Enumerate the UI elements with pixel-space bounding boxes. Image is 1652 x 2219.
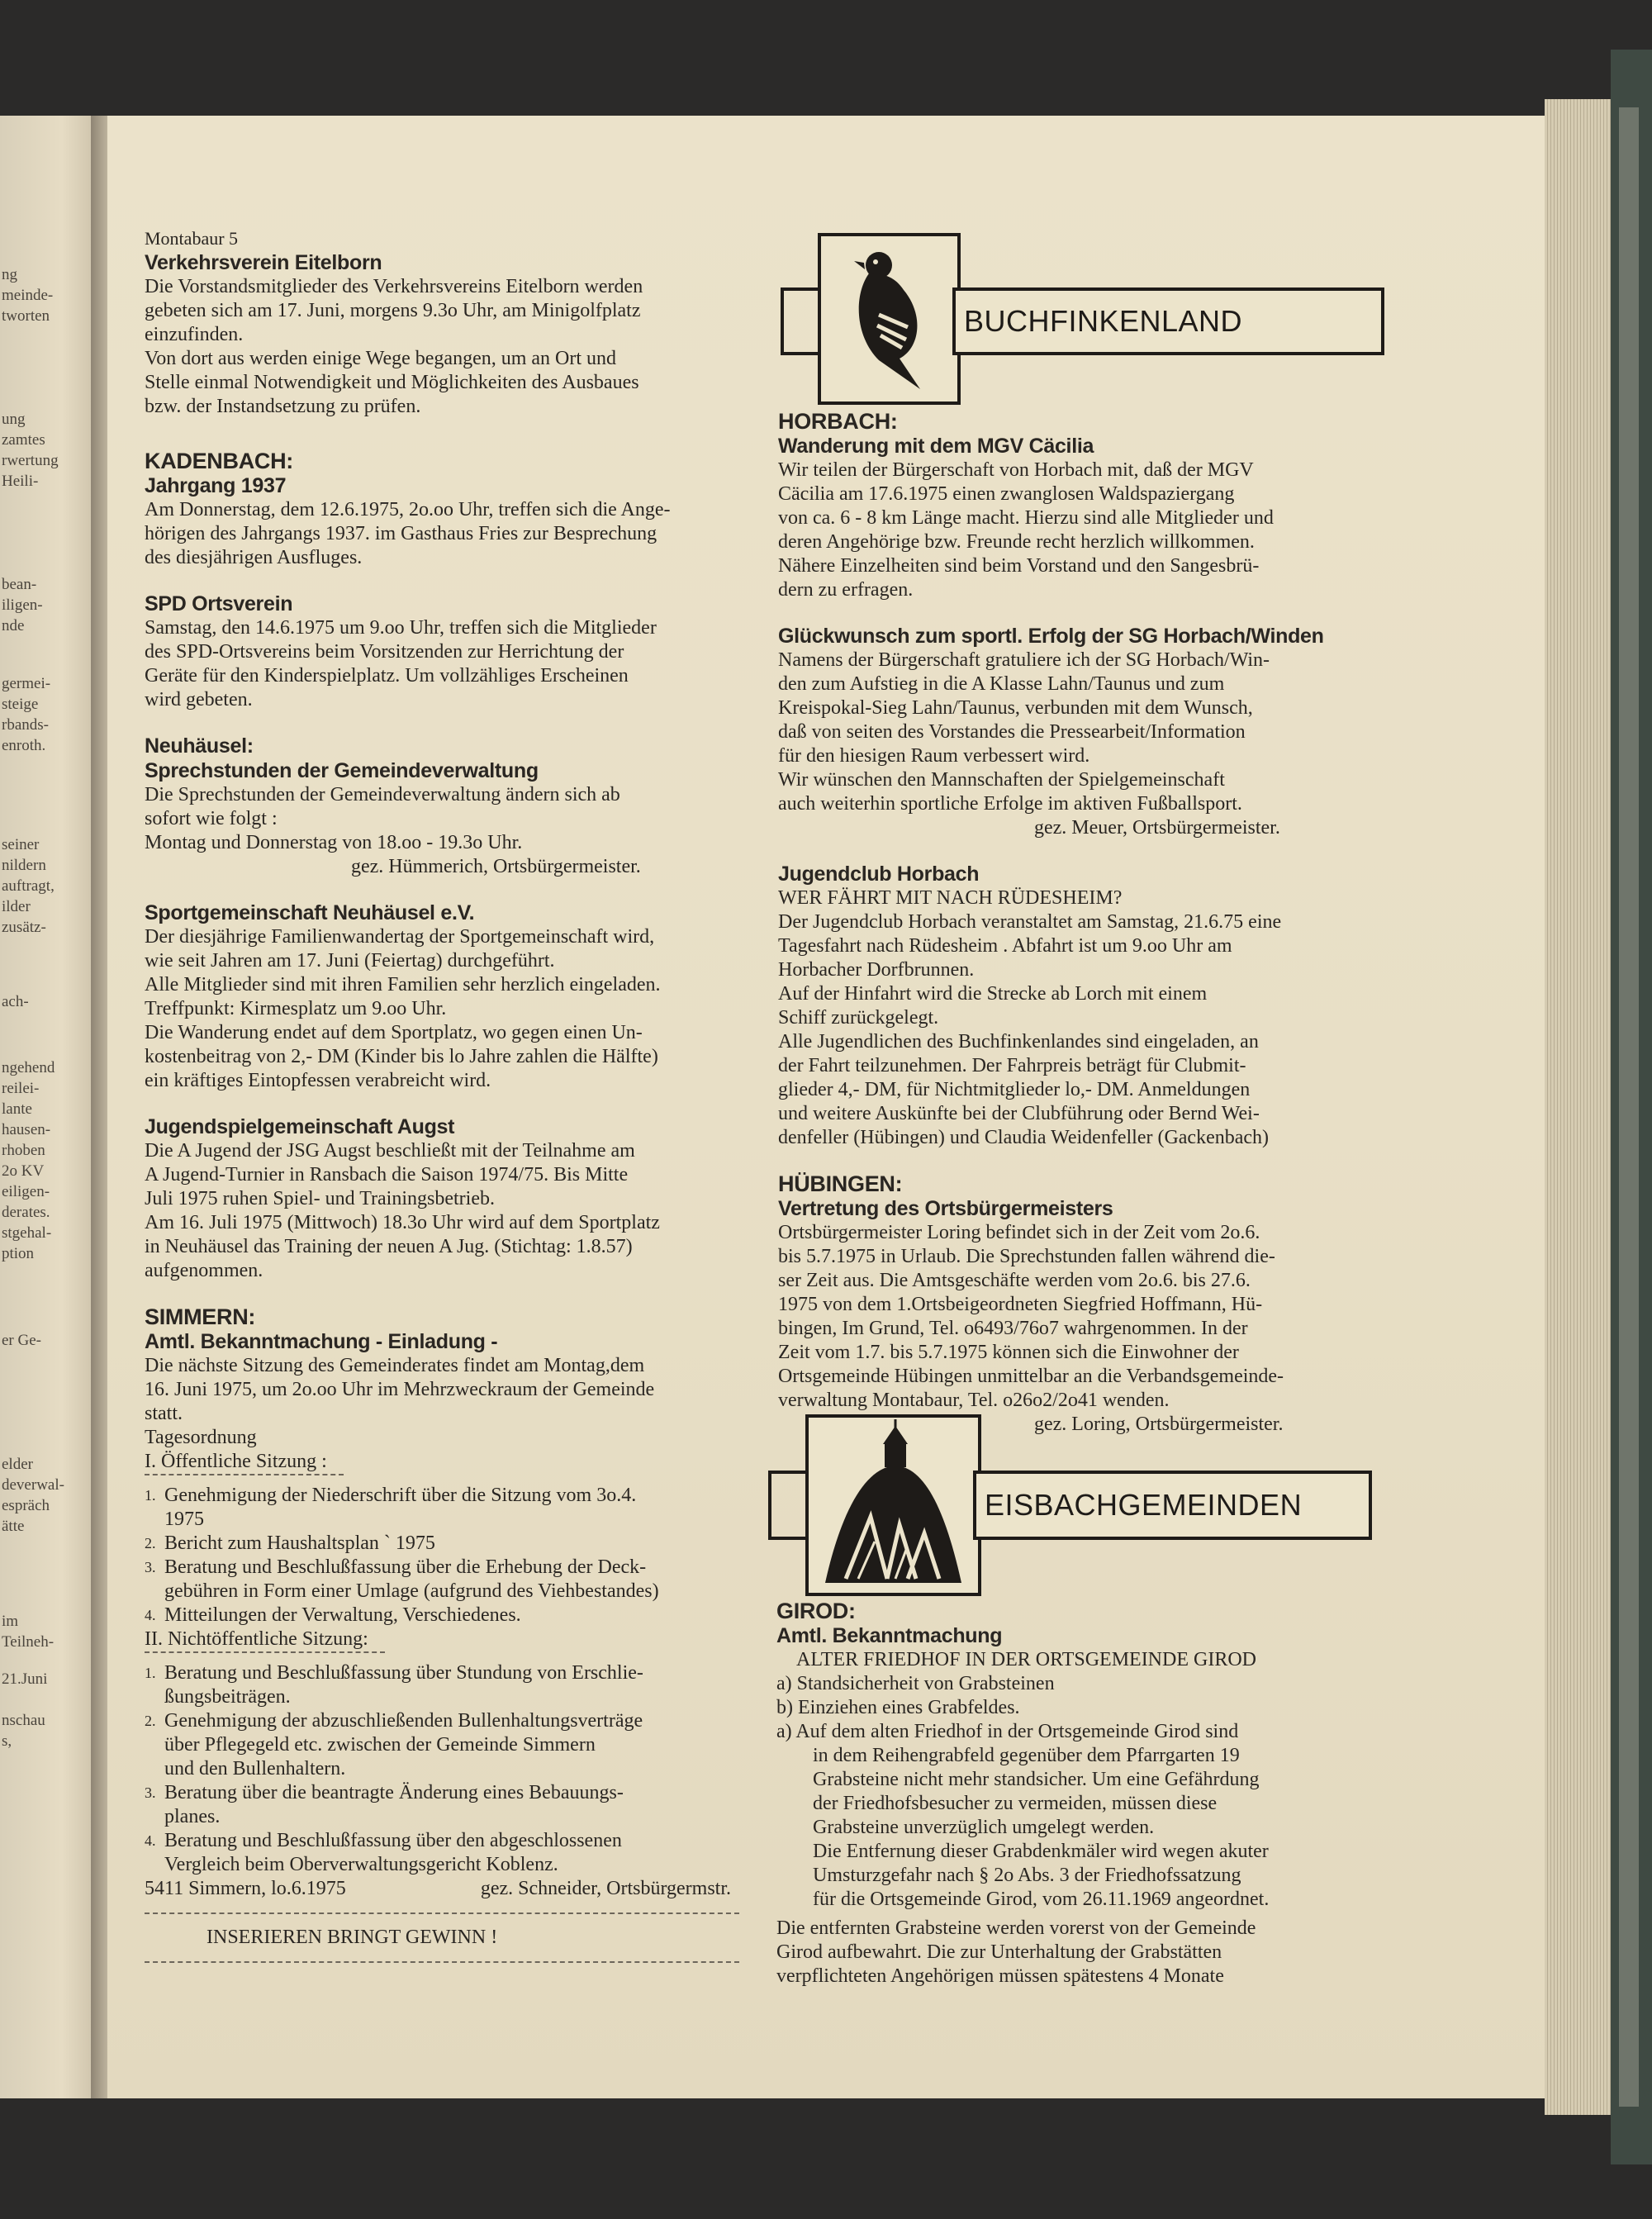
neuhaeusel-signature: gez. Hümmerich, Ortsbürgermeister.	[351, 856, 641, 877]
facing-page-fragment: 2o KV	[2, 1162, 45, 1180]
agenda-text	[164, 1829, 739, 1877]
public-agenda	[145, 1484, 739, 1627]
text-line: bingen, Im Grund, Tel. o6493/76o7 wahrgenommen. In der	[778, 1318, 1248, 1339]
facing-page-fragment: Teilneh-	[2, 1633, 55, 1651]
text-line: Umsturzgefahr nach § 2o Abs. 3 der Friedhofssatzung	[813, 1865, 1241, 1886]
girod-title: ALTER FRIEDHOF IN DER ORTSGEMEINDE GIROD	[796, 1649, 1257, 1670]
agenda-number: 1.	[145, 1487, 156, 1504]
text-line: Beratung über die beantragte Änderung eines Bebauungs-	[164, 1782, 624, 1803]
jugendclub-subheading: WER FÄHRT MIT NACH RÜDESHEIM?	[778, 887, 1123, 909]
buchfinkenland-title: BUCHFINKENLAND	[964, 304, 1243, 338]
text-line: Montag und Donnerstag von 18.oo - 19.3o Uhr.	[145, 832, 523, 853]
agenda-item	[145, 1604, 739, 1627]
text-line: kostenbeitrag von 2,- DM (Kinder bis lo Jahre zahlen die Hälfte)	[145, 1046, 658, 1067]
text-line: hörigen des Jahrgangs 1937. im Gasthaus Fries zur Besprechung	[145, 523, 657, 544]
horbach-location: HORBACH:	[778, 409, 898, 434]
text-line: wird gebeten.	[145, 689, 253, 710]
text-line: Alle Jugendlichen des Buchfinkenlandes sind eingeladen, an	[778, 1031, 1259, 1052]
facing-page-fragment: deverwal-	[2, 1476, 64, 1494]
text-line: 1975	[164, 1509, 204, 1530]
agenda-text	[164, 1709, 739, 1781]
facing-page-fragment: rhoben	[2, 1142, 45, 1159]
agenda-text	[164, 1484, 739, 1532]
huebingen-signature: gez. Loring, Ortsbürgermeister.	[1034, 1414, 1284, 1435]
text-line: Zeit vom 1.7. bis 5.7.1975 können sich die Einwohner der	[778, 1342, 1239, 1363]
text-line: für die Ortsgemeinde Girod, vom 26.11.1969 angeordnet.	[813, 1889, 1270, 1910]
agenda-item	[145, 1661, 739, 1709]
facing-page-fragment: ach-	[2, 993, 29, 1010]
text-line: gebühren in Form einer Umlage (aufgrund des Viehbestandes)	[164, 1580, 659, 1602]
text-line: Girod aufbewahrt. Die zur Unterhaltung der Grabstätten	[776, 1941, 1222, 1963]
simmern-location: SIMMERN:	[145, 1304, 256, 1329]
text-line: Kreispokal-Sieg Lahn/Taunus, verbunden mit dem Wunsch,	[778, 697, 1253, 719]
text-line: Der diesjährige Familienwandertag der Sportgemeinschaft wird,	[145, 926, 655, 948]
text-line: und den Bullenhaltern.	[164, 1758, 346, 1779]
text-line: daß von seiten des Vorstandes die Pressearbeit/Information	[778, 721, 1246, 743]
right-column-top	[778, 409, 1381, 1437]
agenda-item	[145, 1484, 739, 1532]
text-line: Schiff zurückgelegt.	[778, 1007, 939, 1029]
facing-page-fragment: ng	[2, 266, 17, 283]
text-line: 1975 von dem 1.Ortsbeigeordneten Siegfried Hoffmann, Hü-	[778, 1294, 1263, 1315]
text-line: statt.	[145, 1403, 183, 1424]
text-line: planes.	[164, 1806, 221, 1827]
finch-bird-icon	[821, 236, 957, 402]
facing-page-fragment: steige	[2, 696, 39, 713]
text-line: verpflichteten Angehörigen müssen spätestens 4 Monate	[776, 1965, 1224, 1987]
text-line: über Pflegegeld etc. zwischen der Gemeinde Simmern	[164, 1734, 596, 1756]
text-line: Genehmigung der abzuschließenden Bullenhaltungsverträge	[164, 1710, 643, 1732]
glueckwunsch-body	[778, 649, 1381, 816]
eitelborn-body	[145, 275, 739, 419]
facing-page-fragment: nildern	[2, 857, 46, 874]
girod-heading: Amtl. Bekanntmachung	[776, 1624, 1003, 1647]
simmern-body	[145, 1354, 739, 1450]
text-line: Auf der Hinfahrt wird die Strecke ab Lorch mit einem	[778, 983, 1208, 1005]
text-line: den zum Aufstieg in die A Klasse Lahn/Taunus und zum	[778, 673, 1225, 695]
text-line: Die Entfernung dieser Grabdenkmäler wird wegen akuter	[813, 1841, 1269, 1862]
agenda-text	[164, 1661, 739, 1709]
text-line: dern zu erfragen.	[778, 579, 914, 601]
private-session-heading: II. Nichtöffentliche Sitzung:	[145, 1627, 385, 1653]
eisbachgemeinden-title: EISBACHGEMEINDEN	[985, 1488, 1303, 1522]
facing-page-fragment: reilei-	[2, 1080, 40, 1097]
facing-page-fragment: rwertung	[2, 452, 59, 469]
agenda-number: 2.	[145, 1713, 156, 1729]
facing-page-fragment: im	[2, 1613, 19, 1630]
facing-page-fragment: ätte	[2, 1518, 25, 1535]
text-line: Die Vorstandsmitglieder des Verkehrsvereins Eitelborn werden	[145, 276, 643, 297]
agenda-number: 4.	[145, 1607, 156, 1623]
agenda-item	[145, 1709, 739, 1781]
eisbachgemeinden-banner	[973, 1471, 1372, 1540]
buchfinkenland-logo	[818, 233, 961, 405]
text-line: Mitteilungen der Verwaltung, Verschiedenes.	[164, 1604, 521, 1626]
facing-page-fragment: auftragt,	[2, 877, 55, 895]
agenda-text	[164, 1532, 739, 1556]
text-line: Die Wanderung endet auf dem Sportplatz, wo gegen einen Un-	[145, 1022, 643, 1043]
text-line: bis 5.7.1975 in Urlaub. Die Sprechstunden fallen während die-	[778, 1246, 1275, 1267]
text-line: Nähere Einzelheiten sind beim Vorstand und den Sangesbrü-	[778, 555, 1260, 577]
text-line: b) Einziehen eines Grabfeldes.	[776, 1697, 1020, 1718]
divider	[145, 1913, 739, 1914]
agenda-number: 3.	[145, 1559, 156, 1575]
facing-page-fragment: tworten	[2, 307, 50, 325]
agenda-text	[164, 1781, 739, 1829]
simmern-place-date: 5411 Simmern, lo.6.1975	[145, 1878, 346, 1899]
facing-page-fragment: lante	[2, 1100, 32, 1118]
text-line: Grabsteine unverzüglich umgelegt werden.	[813, 1817, 1155, 1838]
text-line: Cäcilia am 17.6.1975 einen zwanglosen Waldspaziergang	[778, 483, 1235, 505]
jugendclub-heading: Jugendclub Horbach	[778, 862, 980, 886]
facing-page-fragment: ption	[2, 1245, 35, 1262]
text-line: Ortsgemeinde Hübingen unmittelbar an die Verbandsgemeinde-	[778, 1366, 1284, 1387]
facing-page-fragment: espräch	[2, 1497, 50, 1514]
banner-left-bracket	[768, 1471, 809, 1540]
book-spine	[1619, 107, 1639, 2107]
text-line: ßungsbeiträgen.	[164, 1686, 291, 1708]
sportgemeinschaft-heading: Sportgemeinschaft Neuhäusel e.V.	[145, 901, 475, 924]
text-line: Am 16. Juli 1975 (Mittwoch) 18.3o Uhr wird auf dem Sportplatz	[145, 1212, 660, 1233]
text-line: verwaltung Montabaur, Tel. o26o2/2o41 wenden.	[778, 1390, 1170, 1411]
text-line: Treffpunkt: Kirmesplatz um 9.oo Uhr.	[145, 998, 447, 1019]
facing-page-fragment: elder	[2, 1456, 33, 1473]
text-line: Die nächste Sitzung des Gemeinderates findet am Montag,dem	[145, 1355, 645, 1376]
neuhaeusel-body	[145, 783, 739, 855]
public-session-heading: I. Öffentliche Sitzung :	[145, 1450, 344, 1475]
agenda-item	[145, 1556, 739, 1604]
text-line: der Fahrt teilzunehmen. Der Fahrpreis beträgt für Clubmit-	[778, 1055, 1246, 1076]
text-line: Wir teilen der Bürgerschaft von Horbach mit, daß der MGV	[778, 459, 1254, 481]
kadenbach-body	[145, 498, 739, 570]
girod-closing	[776, 1917, 1388, 1989]
facing-page-fragment: Heili-	[2, 473, 39, 490]
text-line: des diesjährigen Ausfluges.	[145, 547, 363, 568]
girod-points	[776, 1672, 1388, 1720]
sportgemeinschaft-body	[145, 925, 739, 1093]
facing-page-fragment: nde	[2, 617, 25, 634]
text-line: Die entfernten Grabsteine werden vorerst von der Gemeinde	[776, 1917, 1256, 1939]
eitelborn-heading: Verkehrsverein Eitelborn	[145, 251, 382, 274]
horbach-body	[778, 459, 1381, 602]
neuhaeusel-heading: Sprechstunden der Gemeindeverwaltung	[145, 759, 539, 782]
text-line: ein kräftiges Eintopfessen verabreicht wird.	[145, 1070, 491, 1091]
kadenbach-location: KADENBACH:	[145, 449, 293, 473]
text-line: Samstag, den 14.6.1975 um 9.oo Uhr, treffen sich die Mitglieder	[145, 617, 657, 639]
text-line: Wir wünschen den Mannschaften der Spielgemeinschaft	[778, 769, 1225, 791]
text-line: Horbacher Dorfbrunnen.	[778, 959, 975, 981]
text-line: des SPD-Ortsvereins beim Vorsitzenden zur Herrichtung der	[145, 641, 624, 663]
text-line: Alle Mitglieder sind mit ihren Familien sehr herzlich eingeladen.	[145, 974, 661, 995]
text-line: A Jugend-Turnier in Ransbach die Saison 1974/75. Bis Mitte	[145, 1164, 629, 1186]
facing-page-fragment: s,	[2, 1732, 12, 1750]
facing-page-fragment: derates.	[2, 1204, 50, 1221]
text-line: sofort wie folgt :	[145, 808, 278, 829]
facing-page-fragment: iligen-	[2, 596, 43, 614]
text-line: Vergleich beim Oberverwaltungsgericht Koblenz.	[164, 1854, 558, 1875]
eisbachgemeinden-logo	[805, 1414, 981, 1596]
spd-body	[145, 616, 739, 712]
facing-page-fragment: stgehal-	[2, 1224, 52, 1242]
divider	[145, 1961, 739, 1963]
chapel-hill-icon	[809, 1418, 978, 1593]
facing-page-fragment: 21.Juni	[2, 1670, 48, 1688]
text-line: von ca. 6 - 8 km Länge macht. Hierzu sind alle Mitglieder und	[778, 507, 1274, 529]
simmern-heading: Amtl. Bekanntmachung - Einladung -	[145, 1330, 498, 1353]
text-line: auch weiterhin sportliche Erfolge im aktiven Fußballsport.	[778, 793, 1242, 815]
text-line: Juli 1975 ruhen Spiel- und Trainingsbetrieb.	[145, 1188, 495, 1209]
text-line: für den hiesigen Raum verbessert wird.	[778, 745, 1090, 767]
facing-page-fragment: zusätz-	[2, 919, 46, 936]
facing-page-fragment: hausen-	[2, 1121, 51, 1138]
huebingen-heading: Vertretung des Ortsbürgermeisters	[778, 1197, 1113, 1220]
text-line: ser Zeit aus. Die Amtsgeschäfte werden vom 2o.6. bis 27.6.	[778, 1270, 1251, 1291]
text-line: gebeten sich am 17. Juni, morgens 9.3o Uhr, am Minigolfplatz	[145, 300, 641, 321]
text-line: Am Donnerstag, dem 12.6.1975, 2o.oo Uhr, treffen sich die Ange-	[145, 499, 671, 520]
simmern-signature: gez. Schneider, Ortsbürgermstr.	[480, 1878, 731, 1899]
text-line: wie seit Jahren am 17. Juni (Feiertag) durchgeführt.	[145, 950, 555, 972]
augst-body	[145, 1139, 739, 1283]
text-line: und weitere Auskünfte bei der Clubführung oder Bernd Wei-	[778, 1103, 1260, 1124]
facing-page-fragment: ung	[2, 411, 26, 428]
jugendclub-body	[778, 910, 1381, 1150]
text-line: Stelle einmal Notwendigkeit und Möglichkeiten des Ausbaues	[145, 372, 639, 393]
agenda-item	[145, 1532, 739, 1556]
buchfinkenland-banner	[952, 287, 1384, 355]
facing-page-fragment: er Ge-	[2, 1332, 41, 1349]
facing-page-fragment: meinde-	[2, 287, 54, 304]
text-line: in dem Reihengrabfeld gegenüber dem Pfarrgarten 19	[813, 1745, 1240, 1766]
horbach-heading: Wanderung mit dem MGV Cäcilia	[778, 435, 1094, 458]
private-agenda	[145, 1661, 739, 1877]
facing-page-fragment: nschau	[2, 1712, 45, 1729]
text-line: Beratung und Beschlußfassung über den abgeschlossenen	[164, 1830, 622, 1851]
text-line: Tagesordnung	[145, 1427, 257, 1448]
girod-body-first: a) Auf dem alten Friedhof in der Ortsgemeinde Girod sind	[776, 1721, 1239, 1742]
text-line: Von dort aus werden einige Wege begangen, um an Ort und	[145, 348, 617, 369]
page-ref: Montabaur 5	[145, 228, 239, 249]
text-line: aufgenommen.	[145, 1260, 263, 1281]
glueckwunsch-signature: gez. Meuer, Ortsbürgermeister.	[1034, 817, 1280, 839]
left-column	[145, 227, 739, 1974]
text-line: Ortsbürgermeister Loring befindet sich in der Zeit vom 2o.6.	[778, 1222, 1260, 1243]
huebingen-body	[778, 1221, 1381, 1413]
banner-left-bracket	[781, 287, 821, 355]
text-line: Die A Jugend der JSG Augst beschließt mit der Teilnahme am	[145, 1140, 635, 1162]
text-line: Namens der Bürgerschaft gratuliere ich der SG Horbach/Win-	[778, 649, 1270, 671]
huebingen-location: HÜBINGEN:	[778, 1171, 903, 1196]
girod-body	[776, 1744, 1388, 1912]
facing-page-fragment: bean-	[2, 576, 37, 593]
spd-heading: SPD Ortsverein	[145, 592, 293, 615]
facing-page-fragment: rbands-	[2, 716, 49, 734]
text-line: glieder 4,- DM, für Nichtmitglieder lo,- DM. Anmeldungen	[778, 1079, 1251, 1100]
kadenbach-heading: Jahrgang 1937	[145, 474, 287, 497]
agenda-number: 2.	[145, 1535, 156, 1551]
agenda-number: 4.	[145, 1832, 156, 1849]
text-line: Der Jugendclub Horbach veranstaltet am Samstag, 21.6.75 eine	[778, 911, 1282, 933]
agenda-text	[164, 1556, 739, 1604]
text-line: Grabsteine nicht mehr standsicher. Um eine Gefährdung	[813, 1769, 1260, 1790]
text-line: 16. Juni 1975, um 2o.oo Uhr im Mehrzweckraum der Gemeinde	[145, 1379, 655, 1400]
facing-page	[0, 116, 103, 2098]
facing-page-fragment: zamtes	[2, 431, 45, 449]
text-line: der Friedhofsbesucher zu vermeiden, müssen diese	[813, 1793, 1218, 1814]
facing-page-fragment: ilder	[2, 898, 31, 915]
text-line: bzw. der Instandsetzung zu prüfen.	[145, 396, 421, 417]
agenda-number: 3.	[145, 1784, 156, 1801]
text-line: Beratung und Beschlußfassung über Stundung von Erschlie-	[164, 1662, 643, 1684]
girod-location: GIROD:	[776, 1599, 856, 1623]
text-line: Geräte für den Kinderspielplatz. Um vollzähliges Erscheinen	[145, 665, 629, 687]
text-line: in Neuhäusel das Training der neuen A Jug. (Stichtag: 1.8.57)	[145, 1236, 633, 1257]
facing-page-fragment: eiligen-	[2, 1183, 50, 1200]
footer-slogan: INSERIEREN BRINGT GEWINN !	[206, 1927, 498, 1948]
text-line: Genehmigung der Niederschrift über die Sitzung vom 3o.4.	[164, 1485, 637, 1506]
facing-page-fragment: ngehend	[2, 1059, 55, 1076]
text-line: einzufinden.	[145, 324, 244, 345]
agenda-item	[145, 1829, 739, 1877]
neuhaeusel-location: Neuhäusel:	[145, 734, 254, 758]
text-line: a) Standsicherheit von Grabsteinen	[776, 1673, 1055, 1694]
text-line: Tagesfahrt nach Rüdesheim . Abfahrt ist um 9.oo Uhr am	[778, 935, 1232, 957]
text-line: deren Angehörige bzw. Freunde recht herzlich willkommen.	[778, 531, 1255, 553]
text-line: Bericht zum Haushaltsplan ` 1975	[164, 1532, 435, 1554]
agenda-item	[145, 1781, 739, 1829]
glueckwunsch-heading: Glückwunsch zum sportl. Erfolg der SG Horbach/Winden	[778, 625, 1324, 648]
agenda-number: 1.	[145, 1665, 156, 1681]
text-line: Beratung und Beschlußfassung über die Erhebung der Deck-	[164, 1556, 647, 1578]
agenda-text	[164, 1604, 739, 1627]
facing-page-fragment: seiner	[2, 836, 40, 853]
facing-page-fragment: germei-	[2, 675, 51, 692]
text-line: denfeller (Hübingen) und Claudia Weidenfeller (Gackenbach)	[778, 1127, 1270, 1148]
augst-heading: Jugendspielgemeinschaft Augst	[145, 1115, 455, 1138]
text-line: Die Sprechstunden der Gemeindeverwaltung ändern sich ab	[145, 784, 620, 805]
right-column-bottom	[776, 1599, 1388, 1989]
facing-page-fragment: enroth.	[2, 737, 46, 754]
